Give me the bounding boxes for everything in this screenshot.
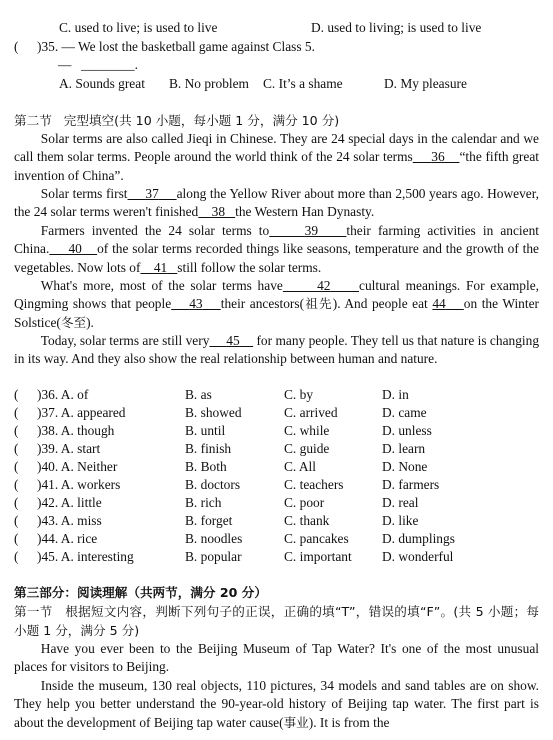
choice-row: ( )42. A. little B. rich C. poor D. real <box>14 495 419 510</box>
blank-36: 36 <box>431 149 445 165</box>
choice-row: ( )43. A. miss B. forget C. thank D. like <box>14 513 419 528</box>
choice-row: ( )38. A. though B. until C. while D. unless <box>14 423 432 438</box>
q35-paren: ( <box>14 39 19 54</box>
blank-45: 45 <box>226 333 240 348</box>
passage-paragraph-2: Solar terms first 37 along the Yellow River about more than 2,500 years ago. However, the 24 solar terms weren't finished 38 the Western Han Dynasty. <box>14 186 539 220</box>
choice-row: ( )36. A. of B. as C. by D. in <box>14 387 409 402</box>
part3-heading: 第三部分：阅读理解（共两节，满分 20 分） <box>14 585 267 600</box>
choice-row: ( )39. A. start B. finish C. guide D. learn <box>14 441 426 456</box>
passage-paragraph-1: Solar terms are also called Jieqi in Chinese. They are 24 special days in the calendar and we call them solar terms. People around the world think of the 24 solar terms 36 “the fifth great invention of China”. <box>14 131 539 183</box>
choice-row: ( )40. A. Neither B. Both C. All D. None <box>14 459 428 474</box>
passage-paragraph-3: Farmers invented the 24 solar terms to 39 their farming activities in ancient China. 40 of the solar terms recorded things like seasons, temperature and the growth of the vegetables. Now lots of 41 still follow the solar terms. <box>14 223 540 275</box>
q35-option-a: A. Sounds great <box>59 76 145 91</box>
choice-row: ( )37. A. appeared B. showed C. arrived D. came <box>14 405 427 420</box>
q35-stem: )35. — We lost the basketball game against Class 5. <box>37 39 315 54</box>
reading-paragraph-1: Have you ever been to the Beijing Museum of Tap Water? It's one of the most unusual places for visitors to Beijing. <box>14 641 539 675</box>
section2-heading: 第二节 完型填空(共 10 小题，每小题 1 分，满分 10 分) <box>14 113 340 128</box>
q35-option-d: D. My pleasure <box>384 76 467 91</box>
choice-row: ( )45. A. interesting B. popular C. important D. wonderful <box>14 549 454 564</box>
q35-reply-dash: — <box>58 57 72 72</box>
passage-paragraph-5: Today, solar terms are still very 45 for many people. They tell us that nature is changing in its way. And they also show the real relationship between human and nature. <box>14 333 540 367</box>
q35-option-c: C. It’s a shame <box>263 76 343 91</box>
part3-instructions: 第一节 根据短文内容，判断下列句子的正误，正确的填“T”，错误的填“F”。(共 5 小题；每小题 1 分，满分 5 分) <box>14 604 539 638</box>
blank-41: 41 <box>153 259 168 275</box>
passage-paragraph-4: What's more, most of the solar terms have 42 cultural meanings. For example, Qingming shows that people 43 their ancestors(祖先). And people eat 44 on the Winter Solstice(冬至). <box>14 278 539 330</box>
blank-40: 40 <box>68 241 82 257</box>
blank-43: 43 <box>189 296 203 312</box>
blank-44: 44 <box>432 296 446 312</box>
blank-39: 39 <box>304 223 319 238</box>
q35-reply-blank: ________. <box>81 57 138 72</box>
q34-option-d: D. used to living; is used to live <box>311 20 482 35</box>
choice-row: ( )41. A. workers B. doctors C. teachers D. farmers <box>14 477 440 492</box>
reading-paragraph-2: Inside the museum, 130 real objects, 110 pictures, 34 models and sand tables are on show. They help you better understand the 90-year-old history of Beijing tap water. The first part is about the development of Beijing tap water cause(事业). It is from the <box>14 678 539 730</box>
blank-42: 42 <box>317 278 331 293</box>
blank-37: 37 <box>145 186 159 201</box>
blank-38: 38 <box>211 204 226 220</box>
q35-option-b: B. No problem <box>169 76 249 91</box>
choice-row: ( )44. A. rice B. noodles C. pancakes D. dumplings <box>14 531 455 546</box>
q34-option-c: C. used to live; is used to live <box>59 20 218 35</box>
